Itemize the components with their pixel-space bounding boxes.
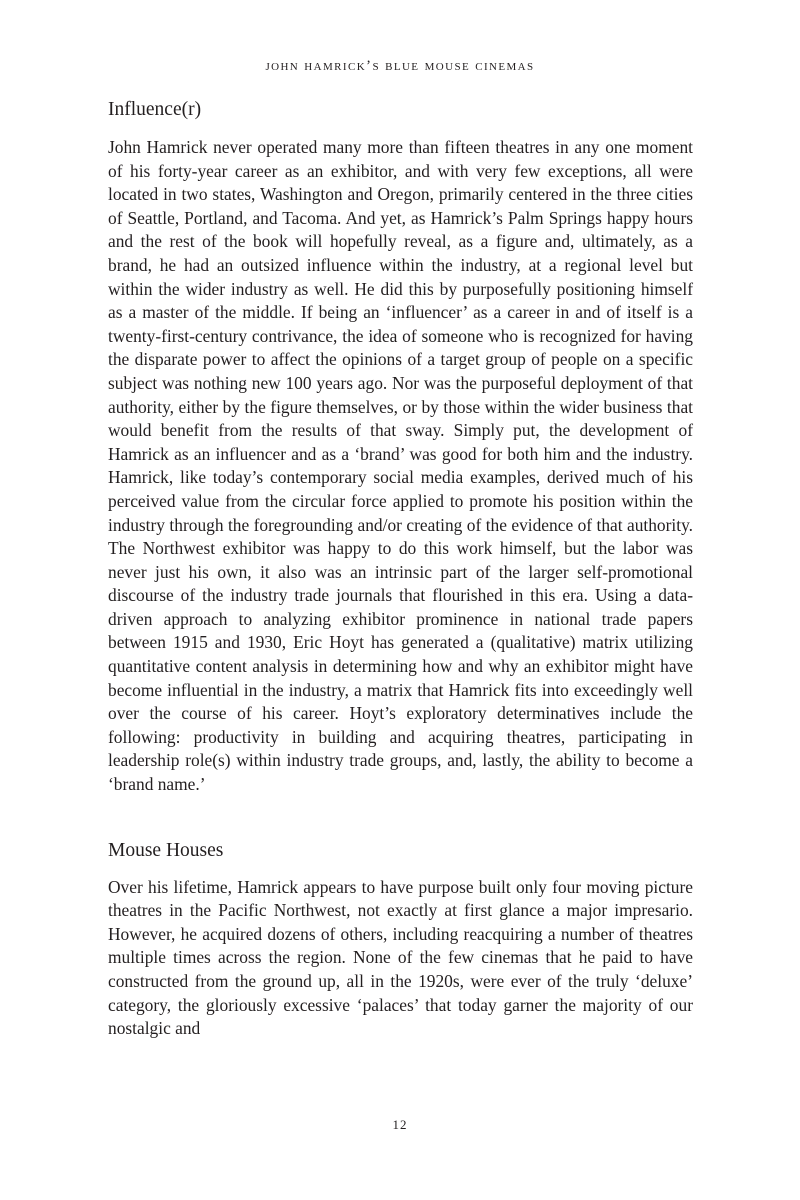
- paragraph-mouse-houses: Over his lifetime, Hamrick appears to have purpose built only four moving picture theatres in the Pacific Northwest, not exactly at first glance a major impresario. However, he acquired dozens of others, including reacquiring a number of theatres multiple times across the region. None of the few cinemas that he paid to have constructed from the ground up, all in the 1920s, were ever of the truly ‘deluxe’ category, the gloriously excessive ‘palaces’ that today garner the majority of our nostalgic and: [108, 876, 693, 1039]
- running-head: john hamrick’s blue mouse cinemas: [265, 58, 535, 74]
- page-body: [108, 96, 693, 1041]
- page-number: 12: [392, 1117, 408, 1132]
- section-heading-mouse-houses: Mouse Houses: [108, 839, 224, 861]
- section-heading-influencer: Influence(r): [108, 99, 202, 120]
- paragraph-influencer: John Hamrick never operated many more than fifteen theatres in any one moment of his forty-year career as an exhibitor, and with very few exceptions, all were located in two states, Washington and Oregon, primarily centered in the three cities of Seattle, Portland, and Tacoma. And yet, as Hamrick’s Palm Springs happy hours and the rest of the book will hopefully reveal, as a figure and, ultimately, as a brand, he had an outsized influence within the industry, at a regional level but within the wider industry as well. He did this by purposefully positioning himself as a master of the middle. If being an ‘influencer’ as a career in and of itself is a twenty-first-century contrivance, the idea of someone who is recognized for having the disparate power to affect the opinions of a target group of people on a specific subject was nothing new 100 years ago. Nor was the purposeful deployment of that authority, either by the figure themselves, or by those within the wider business that would benefit from the results of that sway. Simply put, the development of Hamrick as an influencer and as a ‘brand’ was good for both him and the industry. Hamrick, like today’s contemporary social media examples, derived much of his perceived value from the circular force applied to promote his position within the industry through the foregrounding and/or creating of the evidence of that authority. The Northwest exhibitor was happy to do this work himself, but the labor was never just his own, it also was an intrinsic part of the larger self-promotional discourse of the industry trade journals that flourished in this era. Using a data-driven approach to analyzing exhibitor prominence in national trade papers between 1915 and 1930, Eric Hoyt has generated a (qualitative) matrix utilizing quantitative content analysis in determining how and why an exhibitor might have become influential in the industry, a matrix that Hamrick fits into exceedingly well over the course of his career. Hoyt’s exploratory determinatives include the following: productivity in building and acquiring theatres, participating in leadership role(s) within industry trade groups, and, lastly, the ability to become a ‘brand name.’: [108, 137, 693, 795]
